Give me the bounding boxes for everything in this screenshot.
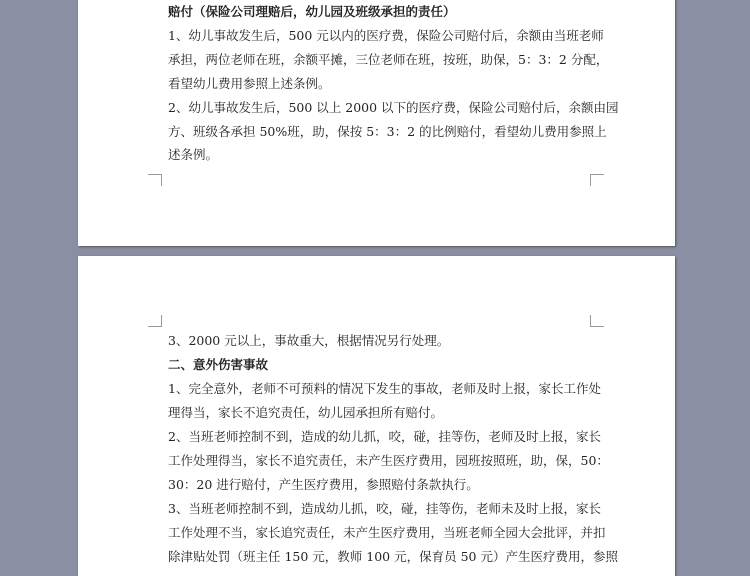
paragraph-line: 3、2000 元以上，事故重大，根据情况另行处理。: [168, 333, 450, 348]
section-heading: 二、意外伤害事故: [168, 357, 269, 372]
paragraph-line: 1、完全意外，老师不可预料的情况下发生的事故，老师及时上报，家长工作处: [168, 381, 601, 396]
paragraph-line: 理得当，家长不追究责任，幼儿园承担所有赔付。: [168, 405, 444, 420]
document-page-2: [78, 256, 675, 576]
paragraph-line: 2、幼儿事故发生后，500 以上 2000 以下的医疗费，保险公司赔付后，余额由园: [168, 100, 619, 115]
paragraph-line: 除津贴处罚（班主任 150 元，教师 100 元，保育员 50 元）产生医疗费用，参照: [168, 549, 618, 564]
paragraph-line: 工作处理得当，家长不追究责任，未产生医疗费用，园班按照班，助，保，50：: [168, 453, 609, 468]
paragraph-line: 2、当班老师控制不到，造成的幼儿抓，咬，碰，挂等伤，老师及时上报，家长: [168, 429, 601, 444]
paragraph-line: 承担，两位老师在班，余额平摊，三位老师在班，按班，助保，5：3：2 分配，: [168, 52, 609, 67]
paragraph-line: 述条例。: [168, 147, 219, 162]
paragraph-line: 3、当班老师控制不到，造成幼儿抓，咬，碰，挂等伤，老师未及时上报，家长: [168, 501, 601, 516]
paragraph-line: 看望幼儿费用参照上述条例。: [168, 76, 331, 91]
paragraph-line: 1、幼儿事故发生后，500 元以内的医疗费，保险公司赔付后，余额由当班老师: [168, 28, 604, 43]
paragraph-line: 方、班级各承担 50%班，助，保按 5：3：2 的比例赔付，看望幼儿费用参照上: [168, 124, 607, 139]
crop-mark: [590, 174, 604, 186]
paragraph-line: 工作处理不当，家长追究责任，未产生医疗费用，当班老师全园大会批评，并扣: [168, 525, 606, 540]
section-heading: 赔付（保险公司理赔后，幼儿园及班级承担的责任）: [168, 4, 456, 19]
paragraph-line: 30：20 进行赔付，产生医疗费用，参照赔付条款执行。: [168, 477, 479, 492]
crop-mark: [590, 315, 604, 327]
crop-mark: [148, 315, 162, 327]
document-page-1: [78, 0, 675, 246]
crop-mark: [148, 174, 162, 186]
